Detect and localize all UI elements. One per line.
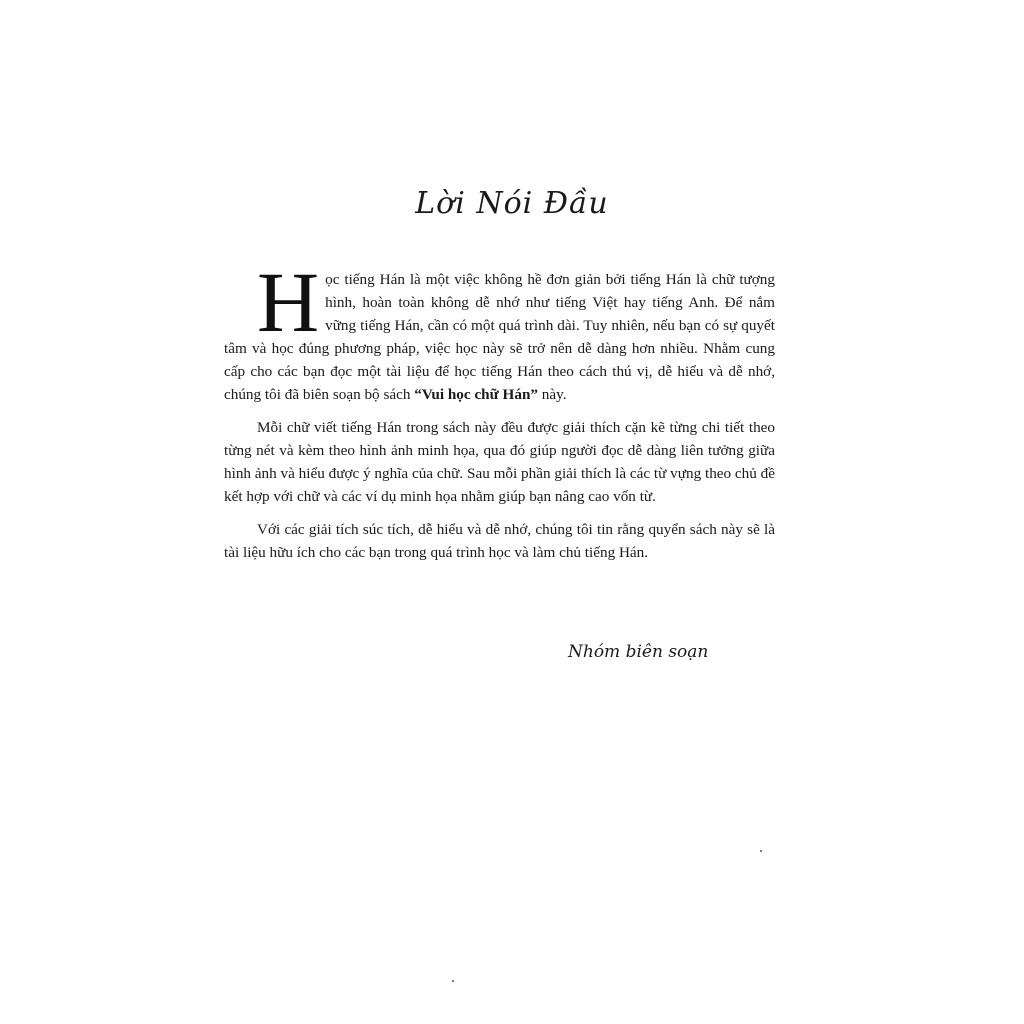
book-title: “Vui học chữ Hán” bbox=[414, 386, 538, 403]
paragraph-1 bbox=[224, 254, 775, 406]
drop-cap: H bbox=[257, 254, 320, 350]
paragraph-3: Với các giải tích súc tích, dễ hiểu và dễ nhớ, chúng tôi tin rằng quyển sách này sẽ là tài liệu hữu ích cho các bạn trong quá trình học và làm chủ tiếng Hán. bbox=[224, 521, 775, 561]
paragraph-2: Mỗi chữ viết tiếng Hán trong sách này đều được giải thích cặn kẽ từng chi tiết theo từng nét và kèm theo hình ảnh minh họa, qua đó giúp người đọc dễ dàng liên tưởng giữa hình ảnh và hiểu được ý nghĩa của chữ. Sau mỗi phần giải thích là các từ vựng theo chủ đề kết hợp với chữ và các ví dụ minh họa nhằm giúp bạn nâng cao vốn từ. bbox=[224, 419, 775, 505]
signature: Nhóm biên soạn bbox=[568, 642, 709, 662]
page-title: Lời Nói Đầu bbox=[415, 186, 609, 221]
preface-body bbox=[224, 254, 775, 574]
scan-speck bbox=[452, 980, 454, 982]
scan-speck bbox=[760, 850, 762, 852]
paragraph-1-tail: này. bbox=[538, 386, 567, 403]
paragraph-1-text: ọc tiếng Hán là một việc không hề đơn giản bởi tiếng Hán là chữ tượng hình, hoàn toàn không dễ nhớ như tiếng Việt hay tiếng Anh. Để nắm vững tiếng Hán, cần có một quá trình dài. Tuy nhiên, nếu bạn có sự quyết tâm và học đúng phương pháp, việc học này sẽ trở nên dễ dàng hơn nhiều. Nhằm cung cấp cho các bạn đọc một tài liệu để học tiếng Hán theo cách thú vị, dễ hiểu và dễ nhớ, chúng tôi đã biên soạn bộ sách bbox=[224, 271, 775, 403]
